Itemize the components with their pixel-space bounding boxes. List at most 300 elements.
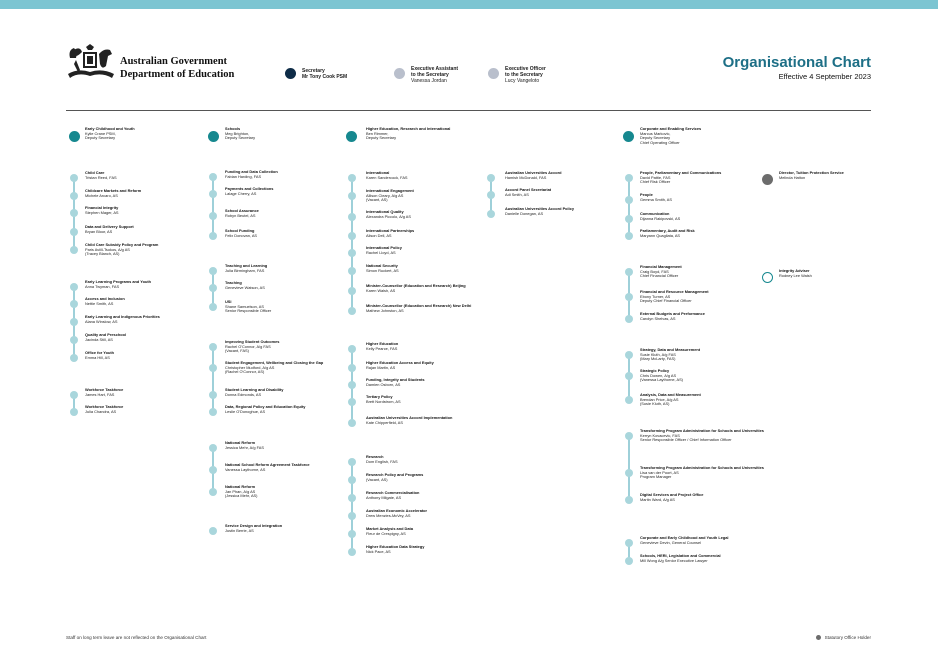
- group-head-g1-line: Deputy Secretary: [85, 135, 116, 141]
- col2-b-node: [209, 267, 217, 275]
- col1-a-item-title: Financial Integrity: [85, 205, 119, 210]
- col1-b-node: [70, 283, 78, 291]
- group-head-g4: [640, 127, 770, 146]
- col3-b-item-line: Damien Osborn, AS: [366, 381, 401, 387]
- group-head-node: [208, 131, 219, 142]
- gov-line-1: Australian Government: [120, 56, 228, 67]
- col5-d-node: [625, 496, 633, 504]
- col2-b-item: [225, 300, 355, 314]
- col2-b-node: [209, 284, 217, 292]
- col1-b-item-line: Jacinda Still, AS: [85, 336, 113, 342]
- col2-b-item-line: Julia Birmingham, FAS: [225, 267, 265, 273]
- col5-e-item-line: Mill Wong A/g Senior Executive Lawyer: [640, 557, 708, 563]
- group-head-node: [346, 131, 357, 142]
- col3-c-item: [366, 527, 496, 536]
- col1-a-item: [85, 243, 215, 257]
- col3-a-item-line: Karen Sandercock, FAS: [366, 174, 408, 180]
- col2-a-item-line: Lalage Cherry, AS: [225, 190, 257, 196]
- col5-b-item-line: Craig Boyd, FAS: [640, 268, 669, 274]
- col3-a-node: [348, 287, 356, 295]
- col5-b-node: [625, 293, 633, 301]
- col5-a-item-title: People: [640, 192, 653, 197]
- col5-a-item-line: Dijanna Rakipovski, AS: [640, 215, 681, 221]
- col5-b-node: [625, 315, 633, 323]
- col5-a-item-line: Chief Risk Officer: [640, 179, 671, 185]
- col1-a-item: [85, 189, 215, 198]
- col3-c-item-title: Market Analysis and Data: [366, 526, 413, 531]
- col4-a-item-title: Australian Universities Accord: [505, 170, 562, 175]
- col2-a-node: [209, 190, 217, 198]
- col5-b-item-title: Financial Management: [640, 264, 682, 269]
- col1-a-item-line: Stephen Mager, AS: [85, 209, 119, 215]
- col4-a-item: [505, 207, 635, 216]
- col3-b-node: [348, 398, 356, 406]
- col4-a-item: [505, 188, 635, 197]
- col5-b-item: [640, 265, 770, 279]
- col2-c-item-line: (Vacant, FAS): [225, 348, 249, 354]
- ea-title-2: to the Secretary: [411, 72, 449, 78]
- col3-c-item-line: Nick Pace, AS: [366, 548, 391, 554]
- col1-b-item-line: Anna Twyman, FAS: [85, 283, 120, 289]
- col5-a-connector: [628, 178, 629, 236]
- col3-b-item-title: Funding, Integrity and Students: [366, 377, 425, 382]
- col2-a-node: [209, 173, 217, 181]
- col1-c-item-title: Workforce Taskforce: [85, 387, 124, 392]
- col3-b-node: [348, 381, 356, 389]
- col2-c-node: [209, 343, 217, 351]
- col5-b-item: [640, 312, 770, 321]
- col2-c-item: [225, 361, 355, 375]
- col1-a-item: [85, 225, 215, 234]
- col1-a-item: [85, 171, 215, 180]
- col2-d-item: [225, 485, 355, 499]
- col5-c-item-line: (Susie Kluth, AS): [640, 401, 670, 407]
- col5-c-item-line: Susie Kluth, A/g FAS: [640, 351, 676, 357]
- col6-a-item-title: Director, Tuition Protection Service: [779, 170, 844, 175]
- col3-a-node: [348, 213, 356, 221]
- group-head-g2-line: Deputy Secretary: [225, 135, 256, 141]
- col5-e-item: [640, 554, 770, 563]
- group-head-g1-title: Early Childhood and Youth: [85, 126, 135, 131]
- col2-d-node: [209, 488, 217, 496]
- col1-a-node: [70, 228, 78, 236]
- col1-b-item: [85, 315, 215, 324]
- col1-b-item-line: Alana Winslow, AS: [85, 318, 118, 324]
- group-head-g4-line: Marcus Markovic,: [640, 130, 671, 136]
- col1-a-node: [70, 192, 78, 200]
- ea-label: [411, 66, 458, 84]
- col5-d-item-title: Transforming Program Administration for Schools and Universities: [640, 428, 764, 433]
- col1-b-item: [85, 333, 215, 342]
- col3-b-item: [366, 378, 496, 387]
- col3-b-item-line: Kelly Pearce, FAS: [366, 345, 398, 351]
- col1-b-item-line: Nettie Smith, AS: [85, 300, 114, 306]
- integrity-adviser-node: [762, 272, 773, 283]
- col5-a-item: [640, 171, 770, 185]
- col1-a-item-title: Child Care: [85, 170, 105, 175]
- col2-b-item-title: Teaching and Learning: [225, 263, 268, 268]
- col3-a-item-line: Simon Ruckert, AS: [366, 267, 399, 273]
- col2-a-node: [209, 212, 217, 220]
- government-wordmark: [120, 55, 234, 81]
- col3-c-item: [366, 473, 496, 482]
- col2-a-item: [225, 187, 355, 196]
- col3-c-node: [348, 494, 356, 502]
- col2-c-node: [209, 391, 217, 399]
- col2-a-item-line: Robyn Beutel, AS: [225, 212, 256, 218]
- col1-a-node: [70, 209, 78, 217]
- group-head-g4-line: Chief Operating Officer: [640, 140, 680, 146]
- col2-c-item-line: (Rachel O'Connor, AS): [225, 369, 265, 375]
- group-head-g2: [225, 127, 355, 141]
- col3-c-item-title: Australian Economic Accelerator: [366, 508, 428, 513]
- col3-c-item-line: Dom English, FAS: [366, 458, 398, 464]
- col5-a-node: [625, 174, 633, 182]
- eo-node: [488, 68, 499, 79]
- col3-a-item-title: Minister-Counsellor (Education and Research) New Delhi: [366, 303, 472, 308]
- col6-a-item: [779, 171, 909, 180]
- col3-c-item-line: (Vacant, AS): [366, 476, 388, 482]
- col3-a-item: [366, 246, 496, 255]
- col1-c-item-line: Julia Chandra, AS: [85, 408, 117, 414]
- col5-d-connector: [628, 436, 629, 500]
- col3-b-item: [366, 342, 496, 351]
- col2-e-item-title: Service Design and Integration: [225, 523, 283, 528]
- col1-c-item-line: James Hart, FAS: [85, 391, 115, 397]
- col2-c-item: [225, 340, 355, 354]
- col5-b-item-line: Deputy Chief Financial Officer: [640, 298, 692, 304]
- col2-c-item-title: Data, Regional Policy and Education Equity: [225, 404, 306, 409]
- col2-c-item-title: Improving Student Outcomes: [225, 339, 280, 344]
- col3-a-item-title: National Security: [366, 263, 398, 268]
- col5-c-item-line: (Mary McLarty, FAS): [640, 356, 676, 362]
- col2-d-item-title: National School Reform Agreement Taskforce: [225, 462, 310, 467]
- col4-a-node: [487, 174, 495, 182]
- col3-b-item-line: Kate Chipperfield, AS: [366, 419, 403, 425]
- col5-c-item-line: (Vanessa Laythorne, AS): [640, 377, 683, 383]
- col5-d-node: [625, 469, 633, 477]
- col3-b-item: [366, 416, 496, 425]
- col3-c-item-title: Research: [366, 454, 384, 459]
- col2-a-item-line: Fabian Harding, FAS: [225, 173, 262, 179]
- eo-name: Lucy Vangeloto: [505, 78, 540, 84]
- col3-a-node: [348, 267, 356, 275]
- col2-c-connector: [212, 347, 213, 412]
- statutory-office-node: [762, 174, 773, 185]
- col3-b-item-title: Higher Education Access and Equity: [366, 360, 434, 365]
- col3-c-item-line: Drew Menzies-McVey, AS: [366, 512, 411, 518]
- col3-a-item-line: Alexandra Piccolo, A/g AS: [366, 213, 411, 219]
- col2-b-node: [209, 303, 217, 311]
- col5-c-item-title: Analysis, Data and Measurement: [640, 392, 701, 397]
- col3-a-node: [348, 232, 356, 240]
- col1-a-item-line: Paris Aviill-Tsokos, A/g AS: [85, 246, 130, 252]
- col3-a-item-title: International Policy: [366, 245, 402, 250]
- col3-b-item-line: Rajan Martin, AS: [366, 364, 396, 370]
- col5-c-item: [640, 369, 770, 383]
- col3-b-node: [348, 345, 356, 353]
- col3-c-node: [348, 530, 356, 538]
- group-head-g4-line: Deputy Secretary: [640, 135, 671, 141]
- col5-a-item-line: Gemma Smith, AS: [640, 196, 672, 202]
- col3-a-node: [348, 307, 356, 315]
- col2-d-item-title: National Reform: [225, 484, 256, 489]
- col3-c-item: [366, 545, 496, 554]
- col5-c-node: [625, 372, 633, 380]
- col1-b-item: [85, 280, 215, 289]
- col2-d-node: [209, 444, 217, 452]
- col5-d-item-line: Kerryn Kovacevic, FAS: [640, 432, 680, 438]
- col2-d-item-line: (Jessica Mehr, AS): [225, 493, 258, 499]
- col1-b-item-title: Access and Inclusion: [85, 296, 125, 301]
- col5-c-item: [640, 393, 770, 407]
- col3-c-item-title: Research Commercialisation: [366, 490, 420, 495]
- col5-e-item-line: Genevieve Devin, General Counsel: [640, 539, 701, 545]
- col3-b-item-title: Higher Education: [366, 341, 399, 346]
- col6-b-item-title: Integrity Adviser: [779, 268, 810, 273]
- col3-c-node: [348, 476, 356, 484]
- col5-b-node: [625, 268, 633, 276]
- group-head-node: [623, 131, 634, 142]
- col2-a-item: [225, 229, 355, 238]
- ea-node: [394, 68, 405, 79]
- coat-of-arms-icon: [66, 44, 116, 80]
- col1-b-node: [70, 354, 78, 362]
- secretary-label: [302, 68, 347, 80]
- col1-a-item-title: Data and Delivery Support: [85, 224, 134, 229]
- col5-a-item-title: People, Parliamentary and Communications: [640, 170, 722, 175]
- group-head-g1-line: Kylie Crane PSM,: [85, 130, 116, 136]
- col6-b-item: [779, 269, 909, 278]
- footer-note: Staff on long term leave are not reflected on the Organisational Chart: [66, 635, 207, 640]
- col2-c-item-line: Donna Edmonds, AS: [225, 391, 262, 397]
- col3-c-item-line: Anthony Milgate, AS: [366, 494, 402, 500]
- col1-c-item-title: Workforce Taskforce: [85, 404, 124, 409]
- col2-d-item-title: National Reform: [225, 440, 256, 445]
- col2-a-item-title: School Funding: [225, 228, 255, 233]
- col2-c-item: [225, 388, 355, 397]
- col5-d-item-title: Transforming Program Administration for Schools and Universities: [640, 465, 764, 470]
- col5-a-node: [625, 215, 633, 223]
- col5-a-item: [640, 212, 770, 221]
- col1-a-item-title: Childcare Markets and Reform: [85, 188, 142, 193]
- eo-title-2: to the Secretary: [505, 72, 543, 78]
- col5-d-item-line: Martin Ward, A/g AS: [640, 496, 675, 502]
- col1-b-node: [70, 300, 78, 308]
- col4-a-item-line: Hamish McDonald, FAS: [505, 174, 547, 180]
- col5-a-item: [640, 193, 770, 202]
- group-head-g2-title: Schools: [225, 126, 241, 131]
- col5-d-item-line: Senior Responsible Officer / Chief Information Officer: [640, 437, 732, 443]
- top-banner: [0, 0, 938, 9]
- col1-c-node: [70, 391, 78, 399]
- col3-b-item: [366, 361, 496, 370]
- col5-c-item-title: Strategic Policy: [640, 368, 670, 373]
- col1-c-item: [85, 405, 215, 414]
- col4-a-node: [487, 210, 495, 218]
- col2-d-item-line: Jan Phan, A/g AS: [225, 488, 256, 494]
- ea-name: Vanessa Jordan: [411, 78, 447, 84]
- col3-c-item: [366, 491, 496, 500]
- col2-c-node: [209, 364, 217, 372]
- col3-a-item: [366, 171, 496, 180]
- group-head-g4-title: Corporate and Enabling Services: [640, 126, 702, 131]
- statutory-legend-icon: [816, 635, 821, 640]
- col2-c-item-title: Student Engagement, Wellbeing and Closing the Gap: [225, 360, 324, 365]
- col4-a-item-line: Adi Smith, AS: [505, 191, 529, 197]
- col5-b-item-title: Financial and Resource Management: [640, 289, 709, 294]
- col5-d-node: [625, 432, 633, 440]
- col5-b-item-line: Chief Financial Officer: [640, 273, 679, 279]
- ea-title-1: Executive Assistant: [411, 66, 459, 72]
- group-head-g1: [85, 127, 215, 141]
- col3-a-node: [348, 174, 356, 182]
- col2-b-item-line: Genevieve Watson, AS: [225, 284, 265, 290]
- col1-c-node: [70, 408, 78, 416]
- group-head-g3-title: Higher Education, Research and International: [366, 126, 451, 131]
- col3-a-item-line: Alison Dell, AS: [366, 232, 392, 238]
- col3-a-node: [348, 192, 356, 200]
- col1-a-item-title: Child Care Subsidy Policy and Program: [85, 242, 159, 247]
- col2-d-item: [225, 441, 355, 450]
- col2-c-node: [209, 408, 217, 416]
- footer-legend: Statutory Office Holder: [824, 635, 871, 640]
- col2-d-node: [209, 466, 217, 474]
- col5-d-item-title: Digital Services and Project Office: [640, 492, 704, 497]
- col1-a-item-line: Michele Arcaro, AS: [85, 192, 118, 198]
- col2-d-item: [225, 463, 355, 472]
- col5-e-item-title: Corporate and Early Childhood and Youth Legal: [640, 535, 729, 540]
- col2-b-item-title: USI: [225, 299, 232, 304]
- col5-d-item: [640, 493, 770, 502]
- col3-c-item: [366, 455, 496, 464]
- col3-a-item-line: Rachel Lloyd, AS: [366, 249, 396, 255]
- secretary-title: Secretary: [302, 68, 325, 74]
- col3-a-item: [366, 210, 496, 219]
- col5-d-item: [640, 466, 770, 480]
- col1-a-node: [70, 246, 78, 254]
- col3-a-item: [366, 284, 496, 293]
- col5-c-node: [625, 396, 633, 404]
- page-title: Organisational Chart: [722, 54, 871, 71]
- col2-c-item-line: Christopher Mudford, A/g AS: [225, 364, 275, 370]
- group-head-g3: [366, 127, 496, 141]
- col4-a-node: [487, 191, 495, 199]
- col2-a-item-title: School Assurance: [225, 208, 259, 213]
- col1-a-item-line: (Tracey Blanch, AS): [85, 251, 120, 257]
- col3-a-item: [366, 229, 496, 238]
- col5-e-node: [625, 539, 633, 547]
- col1-b-node: [70, 336, 78, 344]
- col5-a-item-line: David Pattie, FAS: [640, 174, 671, 180]
- col5-a-node: [625, 232, 633, 240]
- col3-a-item-title: Minister-Counsellor (Education and Research) Beijing: [366, 283, 466, 288]
- col2-b-item: [225, 264, 355, 273]
- group-head-g3-line: Ben Rimmer,: [366, 130, 389, 136]
- col1-a-item-line: Tristan Reed, FAS: [85, 174, 117, 180]
- col3-a-item-title: International Engagement: [366, 188, 414, 193]
- col4-a-item-line: Danielle Donegan, AS: [505, 210, 544, 216]
- col1-b-item-title: Quality and Preschool: [85, 332, 127, 337]
- col5-a-item-title: Communication: [640, 211, 670, 216]
- col3-c-node: [348, 512, 356, 520]
- col1-b-item-title: Early Learning Programs and Youth: [85, 279, 152, 284]
- secretary-node: [285, 68, 296, 79]
- col5-a-item-line: Maryann Quagliata, AS: [640, 232, 681, 238]
- col2-a-item-title: Funding and Data Collection: [225, 169, 278, 174]
- col3-c-item-title: Higher Education Data Strategy: [366, 544, 425, 549]
- col3-a-item-line: Mathew Johnston, AS: [366, 307, 404, 313]
- col5-e-item: [640, 536, 770, 545]
- col2-e-node: [209, 527, 217, 535]
- col4-a-item: [505, 171, 635, 180]
- col5-c-item-line: Brendan Price, A/g AS: [640, 396, 679, 402]
- col1-a-node: [70, 174, 78, 182]
- col5-c-item: [640, 348, 770, 362]
- col1-b-item-line: Emma Hill, AS: [85, 354, 110, 360]
- col5-b-item: [640, 290, 770, 304]
- col2-d-item-line: Jessica Mehr, A/g FAS: [225, 444, 264, 450]
- col3-a-item: [366, 304, 496, 313]
- secretary-name: Mr Tony Cook PSM: [302, 74, 348, 80]
- col2-a-item: [225, 209, 355, 218]
- col5-a-item-title: Parliamentary, Audit and Risk: [640, 228, 695, 233]
- col3-a-item-line: Allison Cleary, A/g AS: [366, 192, 404, 198]
- col2-b-item: [225, 281, 355, 290]
- col2-e-item-line: Justin Berrie, AS: [225, 527, 254, 533]
- col3-c-item-title: Research Policy and Programs: [366, 472, 424, 477]
- eo-title-1: Executive Officer: [505, 66, 546, 72]
- col2-b-item-title: Teaching: [225, 280, 242, 285]
- col4-a-item-title: Australian Universities Accord Policy: [505, 206, 575, 211]
- col1-a-item-line: Bryan Bloor, AS: [85, 228, 113, 234]
- col1-b-item-title: Office for Youth: [85, 350, 115, 355]
- col5-a-node: [625, 196, 633, 204]
- col3-a-item: [366, 264, 496, 273]
- col3-c-item: [366, 509, 496, 518]
- col3-c-item-line: Fleur de Crespigny, AS: [366, 530, 406, 536]
- col1-c-item: [85, 388, 215, 397]
- col3-a-item-title: International Partnerships: [366, 228, 415, 233]
- col2-b-item-line: Shane Samuelson, AS: [225, 303, 264, 309]
- col3-a-item-title: International Quality: [366, 209, 404, 214]
- gov-line-2: Department of Education: [120, 69, 235, 80]
- col1-b-item-title: Early Learning and Indigenous Priorities: [85, 314, 160, 319]
- col3-a-item-line: Karen Walsh, AS: [366, 287, 396, 293]
- effective-date: Effective 4 September 2023: [778, 72, 871, 81]
- col3-b-item-title: Tertiary Policy: [366, 394, 393, 399]
- col3-b-item-title: Australian Universities Accord Implementation: [366, 415, 453, 420]
- col3-b-node: [348, 419, 356, 427]
- col2-a-item: [225, 170, 355, 179]
- col2-c-item: [225, 405, 355, 414]
- col1-b-item: [85, 351, 215, 360]
- col3-b-item-line: Brett Nordstrom, AS: [366, 398, 401, 404]
- group-head-g3-line: Deputy Secretary: [366, 135, 397, 141]
- col5-d-item-line: Lisa van der Poort, AS: [640, 469, 679, 475]
- col3-c-node: [348, 458, 356, 466]
- col5-d-item-line: Program Manager: [640, 474, 672, 480]
- col5-e-node: [625, 557, 633, 565]
- col2-b-item-line: Senior Responsible Officer: [225, 308, 272, 314]
- col2-e-item: [225, 524, 355, 533]
- col3-a-item-line: (Vacant, AS): [366, 197, 388, 203]
- col3-b-node: [348, 364, 356, 372]
- col2-a-connector: [212, 177, 213, 236]
- col5-c-node: [625, 351, 633, 359]
- col2-d-item-line: Vanessa Laythorne, AS: [225, 466, 266, 472]
- group-head-node: [69, 131, 80, 142]
